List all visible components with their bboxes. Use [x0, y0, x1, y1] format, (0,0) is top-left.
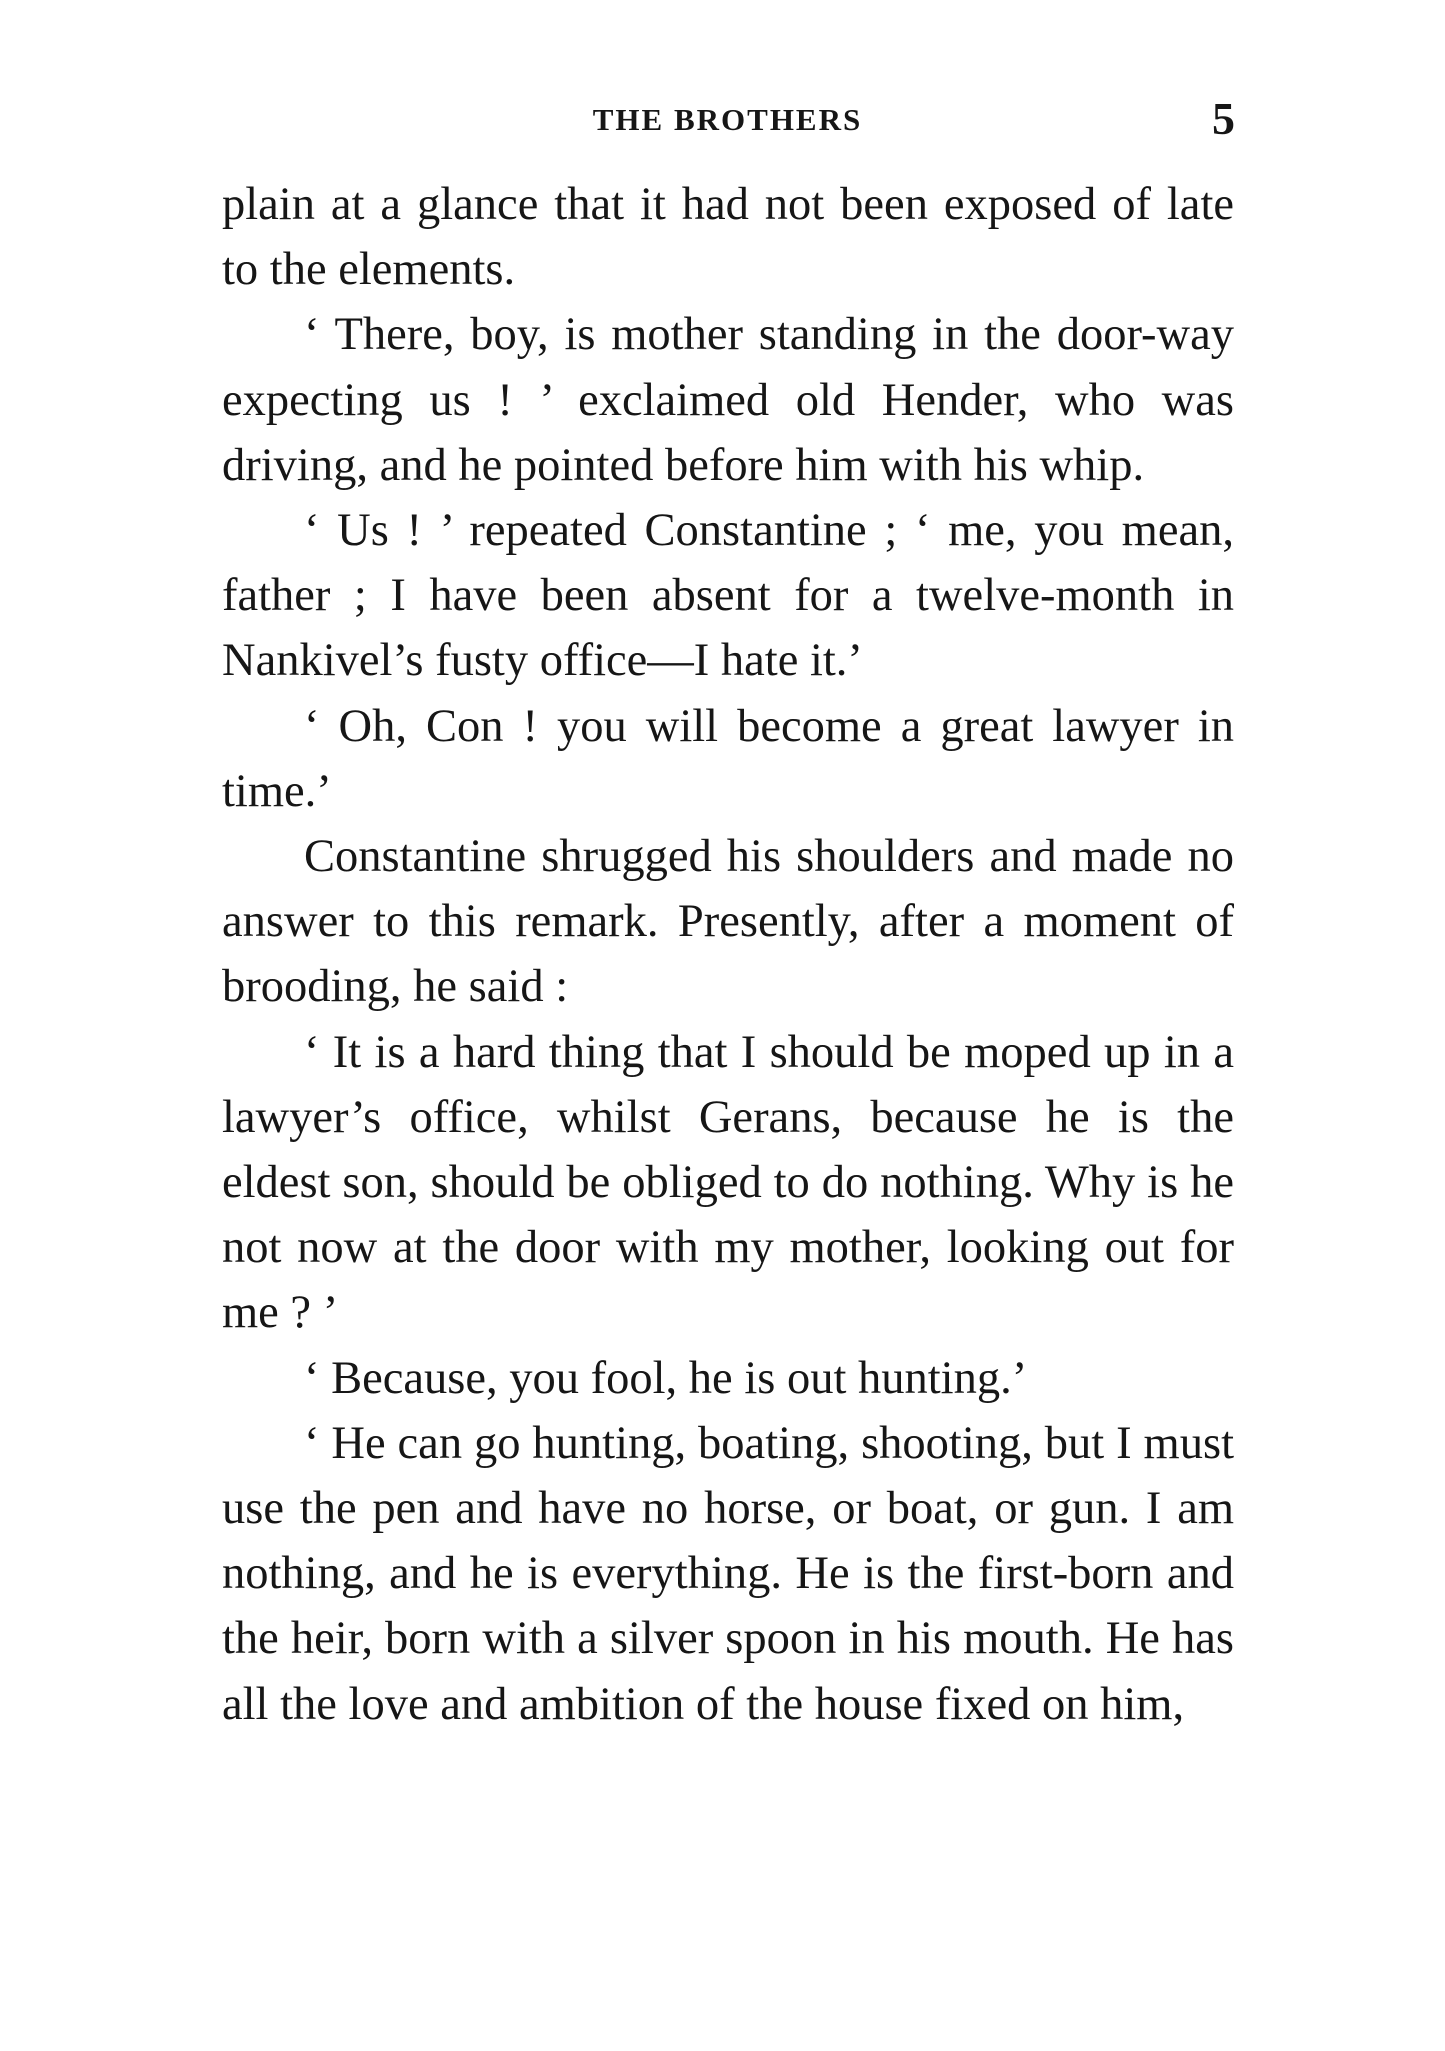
paragraph: Constantine shrugged his shoulders and made no answer to this remark. Presently, after a moment of brooding, he said :: [222, 831, 1234, 1013]
running-head: [220, 93, 1235, 148]
paragraph: ‘ It is a hard thing that I should be moped up in a lawyer’s office, whilst Gerans, because he is the eldest son, should be obliged to do nothing. Why is he not now at the door with my mother, looking out for me ? ’: [222, 1026, 1234, 1339]
paragraph: ‘ Oh, Con ! you will become a great lawyer in time.’: [222, 700, 1234, 817]
paragraph: ‘ There, boy, is mother standing in the door-way expecting us ! ’ exclaimed old Hender, who was driving, and he pointed before him with his whip.: [222, 309, 1234, 491]
running-title: THE BROTHERS: [592, 102, 863, 137]
paragraph: ‘ Because, you fool, he is out hunting.’: [304, 1352, 1028, 1404]
body-text: [222, 172, 1234, 1737]
paragraph: plain at a glance that it had not been exposed of late to the elements.: [222, 179, 1234, 296]
paragraph: ‘ He can go hunting, boating, shooting, but I must use the pen and have no horse, or boat, or gun. I am nothing, and he is everything. He is the first-born and the heir, born with a silver spoon in his mouth. He has all the love and ambition of the house fixed on him,: [222, 1417, 1234, 1730]
paragraph: ‘ Us ! ’ repeated Constantine ; ‘ me, you mean, father ; I have been absent for a twelve-month in Nankivel’s fusty office—I hate it.’: [222, 505, 1234, 687]
page-number: 5: [1212, 93, 1235, 144]
